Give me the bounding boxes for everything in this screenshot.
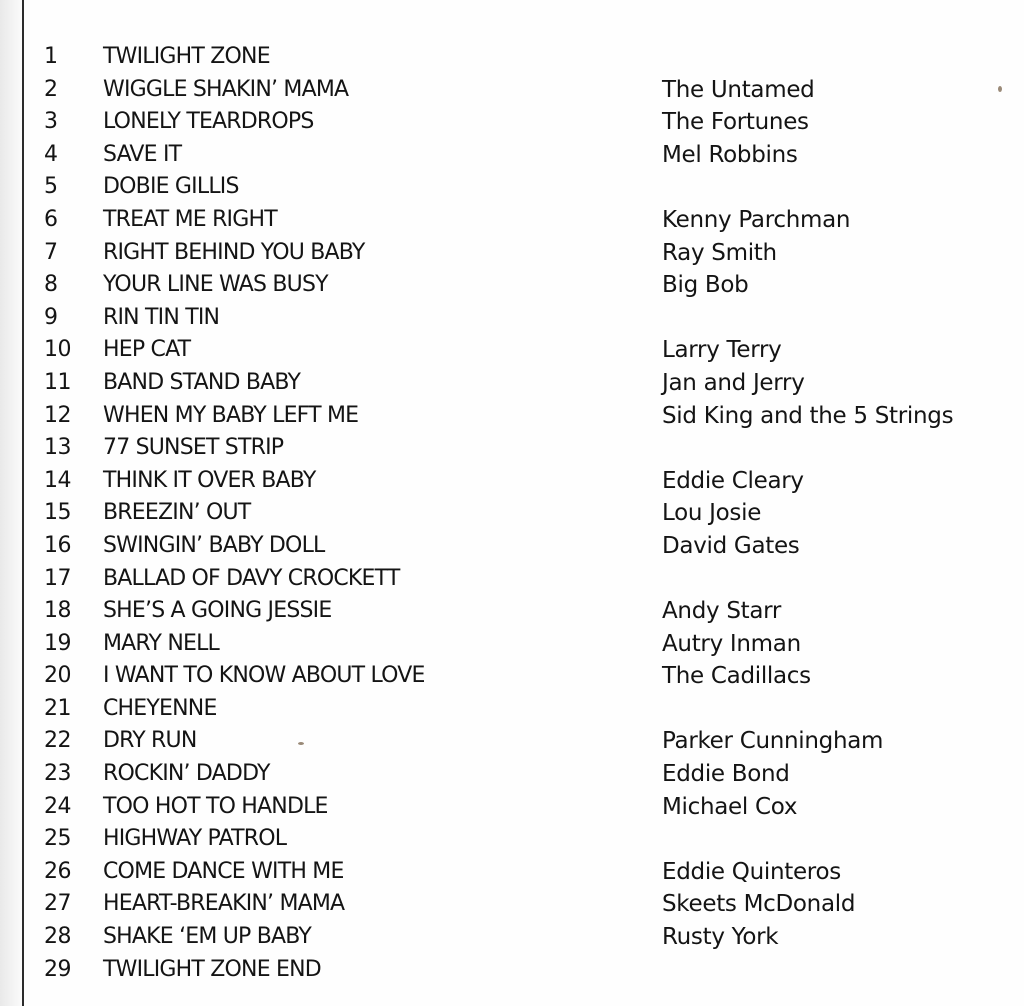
track-title: THINK IT OVER BABY: [103, 467, 316, 493]
track-number: 21: [44, 695, 71, 721]
track-number: 1: [44, 44, 58, 69]
track-title: HIGHWAY PATROL: [103, 826, 287, 852]
track-number: 24: [44, 793, 71, 819]
track-number: 18: [44, 598, 71, 624]
track-row: [0, 530, 1024, 563]
track-row: [0, 432, 1024, 465]
track-title: HEP CAT: [103, 337, 191, 363]
track-number: 27: [44, 891, 71, 917]
track-row: [0, 856, 1024, 889]
track-title: WHEN MY BABY LEFT ME: [103, 402, 359, 428]
track-artist: The Fortunes: [662, 109, 809, 136]
track-title: ROCKIN’ DADDY: [103, 761, 270, 787]
track-number: 29: [44, 956, 71, 982]
track-number: 9: [44, 304, 58, 330]
track-artist: Eddie Bond: [662, 761, 790, 788]
track-artist: Mel Robbins: [662, 141, 798, 168]
track-title: CHEYENNE: [103, 695, 217, 721]
track-row: [0, 823, 1024, 856]
track-title: DOBIE GILLIS: [103, 174, 239, 200]
track-title: WIGGLE SHAKIN’ MAMA: [103, 76, 349, 102]
track-artist: Eddie Cleary: [662, 467, 804, 494]
track-number: 4: [44, 141, 58, 167]
track-number: 20: [44, 663, 71, 689]
track-artist: Kenny Parchman: [662, 206, 851, 233]
track-title: SWINGIN’ BABY DOLL: [103, 532, 325, 558]
track-row: [0, 41, 1024, 74]
track-row: [0, 106, 1024, 139]
track-row: [0, 693, 1024, 726]
track-number: 17: [44, 565, 71, 591]
track-number: 19: [44, 630, 71, 656]
track-number: 12: [44, 402, 71, 428]
track-title: TREAT ME RIGHT: [103, 206, 277, 232]
track-list: [0, 41, 1024, 986]
track-row: [0, 758, 1024, 791]
track-title: SHAKE ‘EM UP BABY: [103, 924, 311, 950]
track-title: SAVE IT: [103, 141, 182, 167]
track-number: 10: [44, 337, 71, 363]
track-number: 15: [44, 500, 71, 526]
track-artist: Autry Inman: [662, 630, 801, 657]
track-artist: Lou Josie: [662, 500, 762, 527]
track-number: 11: [44, 369, 71, 395]
track-row: [0, 204, 1024, 237]
track-row: [0, 660, 1024, 693]
track-row: [0, 595, 1024, 628]
track-row: [0, 628, 1024, 661]
track-artist: Rusty York: [662, 924, 779, 951]
track-title: LONELY TEARDROPS: [103, 109, 314, 135]
track-row: [0, 237, 1024, 270]
track-artist: Parker Cunningham: [662, 728, 884, 755]
track-row: [0, 334, 1024, 367]
track-artist: Eddie Quinteros: [662, 858, 841, 885]
track-artist: Jan and Jerry: [662, 369, 805, 396]
track-row: [0, 465, 1024, 498]
track-artist: Andy Starr: [662, 598, 782, 625]
track-row: [0, 497, 1024, 530]
track-number: 14: [44, 467, 71, 493]
track-title: RIGHT BEHIND YOU BABY: [103, 239, 365, 265]
track-row: [0, 954, 1024, 987]
track-number: 3: [44, 109, 58, 135]
track-title: TWILIGHT ZONE END: [103, 956, 321, 982]
track-row: [0, 269, 1024, 302]
track-number: 8: [44, 272, 58, 298]
track-artist: Michael Cox: [662, 793, 798, 820]
track-artist: Ray Smith: [662, 239, 777, 266]
track-number: 28: [44, 924, 71, 950]
track-number: 16: [44, 532, 71, 558]
track-title: YOUR LINE WAS BUSY: [103, 272, 328, 298]
track-number: 7: [44, 239, 58, 265]
track-number: 23: [44, 761, 71, 787]
track-artist: The Cadillacs: [662, 663, 811, 690]
track-title: HEART-BREAKIN’ MAMA: [103, 891, 345, 917]
track-row: [0, 139, 1024, 172]
track-artist: The Untamed: [662, 76, 815, 103]
track-title: DRY RUN: [103, 728, 197, 754]
track-artist: Larry Terry: [662, 337, 782, 364]
track-row: [0, 171, 1024, 204]
track-title: TOO HOT TO HANDLE: [103, 793, 328, 819]
track-number: 5: [44, 174, 58, 200]
track-title: BREEZIN’ OUT: [103, 500, 251, 526]
track-title: COME DANCE WITH ME: [103, 858, 344, 884]
track-title: SHE’S A GOING JESSIE: [103, 598, 332, 624]
track-row: [0, 563, 1024, 596]
track-title: TWILIGHT ZONE: [103, 44, 270, 69]
track-row: [0, 725, 1024, 758]
track-number: 13: [44, 435, 71, 461]
track-row: [0, 400, 1024, 433]
track-number: 6: [44, 206, 58, 232]
track-artist: Skeets McDonald: [662, 891, 856, 918]
track-title: 77 SUNSET STRIP: [103, 435, 284, 461]
track-title: BAND STAND BABY: [103, 369, 301, 395]
track-row: [0, 367, 1024, 400]
track-row: [0, 921, 1024, 954]
track-artist: Sid King and the 5 Strings: [662, 402, 954, 429]
track-number: 26: [44, 858, 71, 884]
track-title: MARY NELL: [103, 630, 220, 656]
track-number: 25: [44, 826, 71, 852]
track-row: [0, 74, 1024, 107]
track-artist: Big Bob: [662, 272, 749, 299]
track-number: 2: [44, 76, 58, 102]
track-artist: David Gates: [662, 532, 800, 559]
track-row: [0, 888, 1024, 921]
track-row: [0, 302, 1024, 335]
track-row: [0, 791, 1024, 824]
track-title: I WANT TO KNOW ABOUT LOVE: [103, 663, 425, 689]
track-number: 22: [44, 728, 71, 754]
track-title: RIN TIN TIN: [103, 304, 220, 330]
track-title: BALLAD OF DAVY CROCKETT: [103, 565, 400, 591]
